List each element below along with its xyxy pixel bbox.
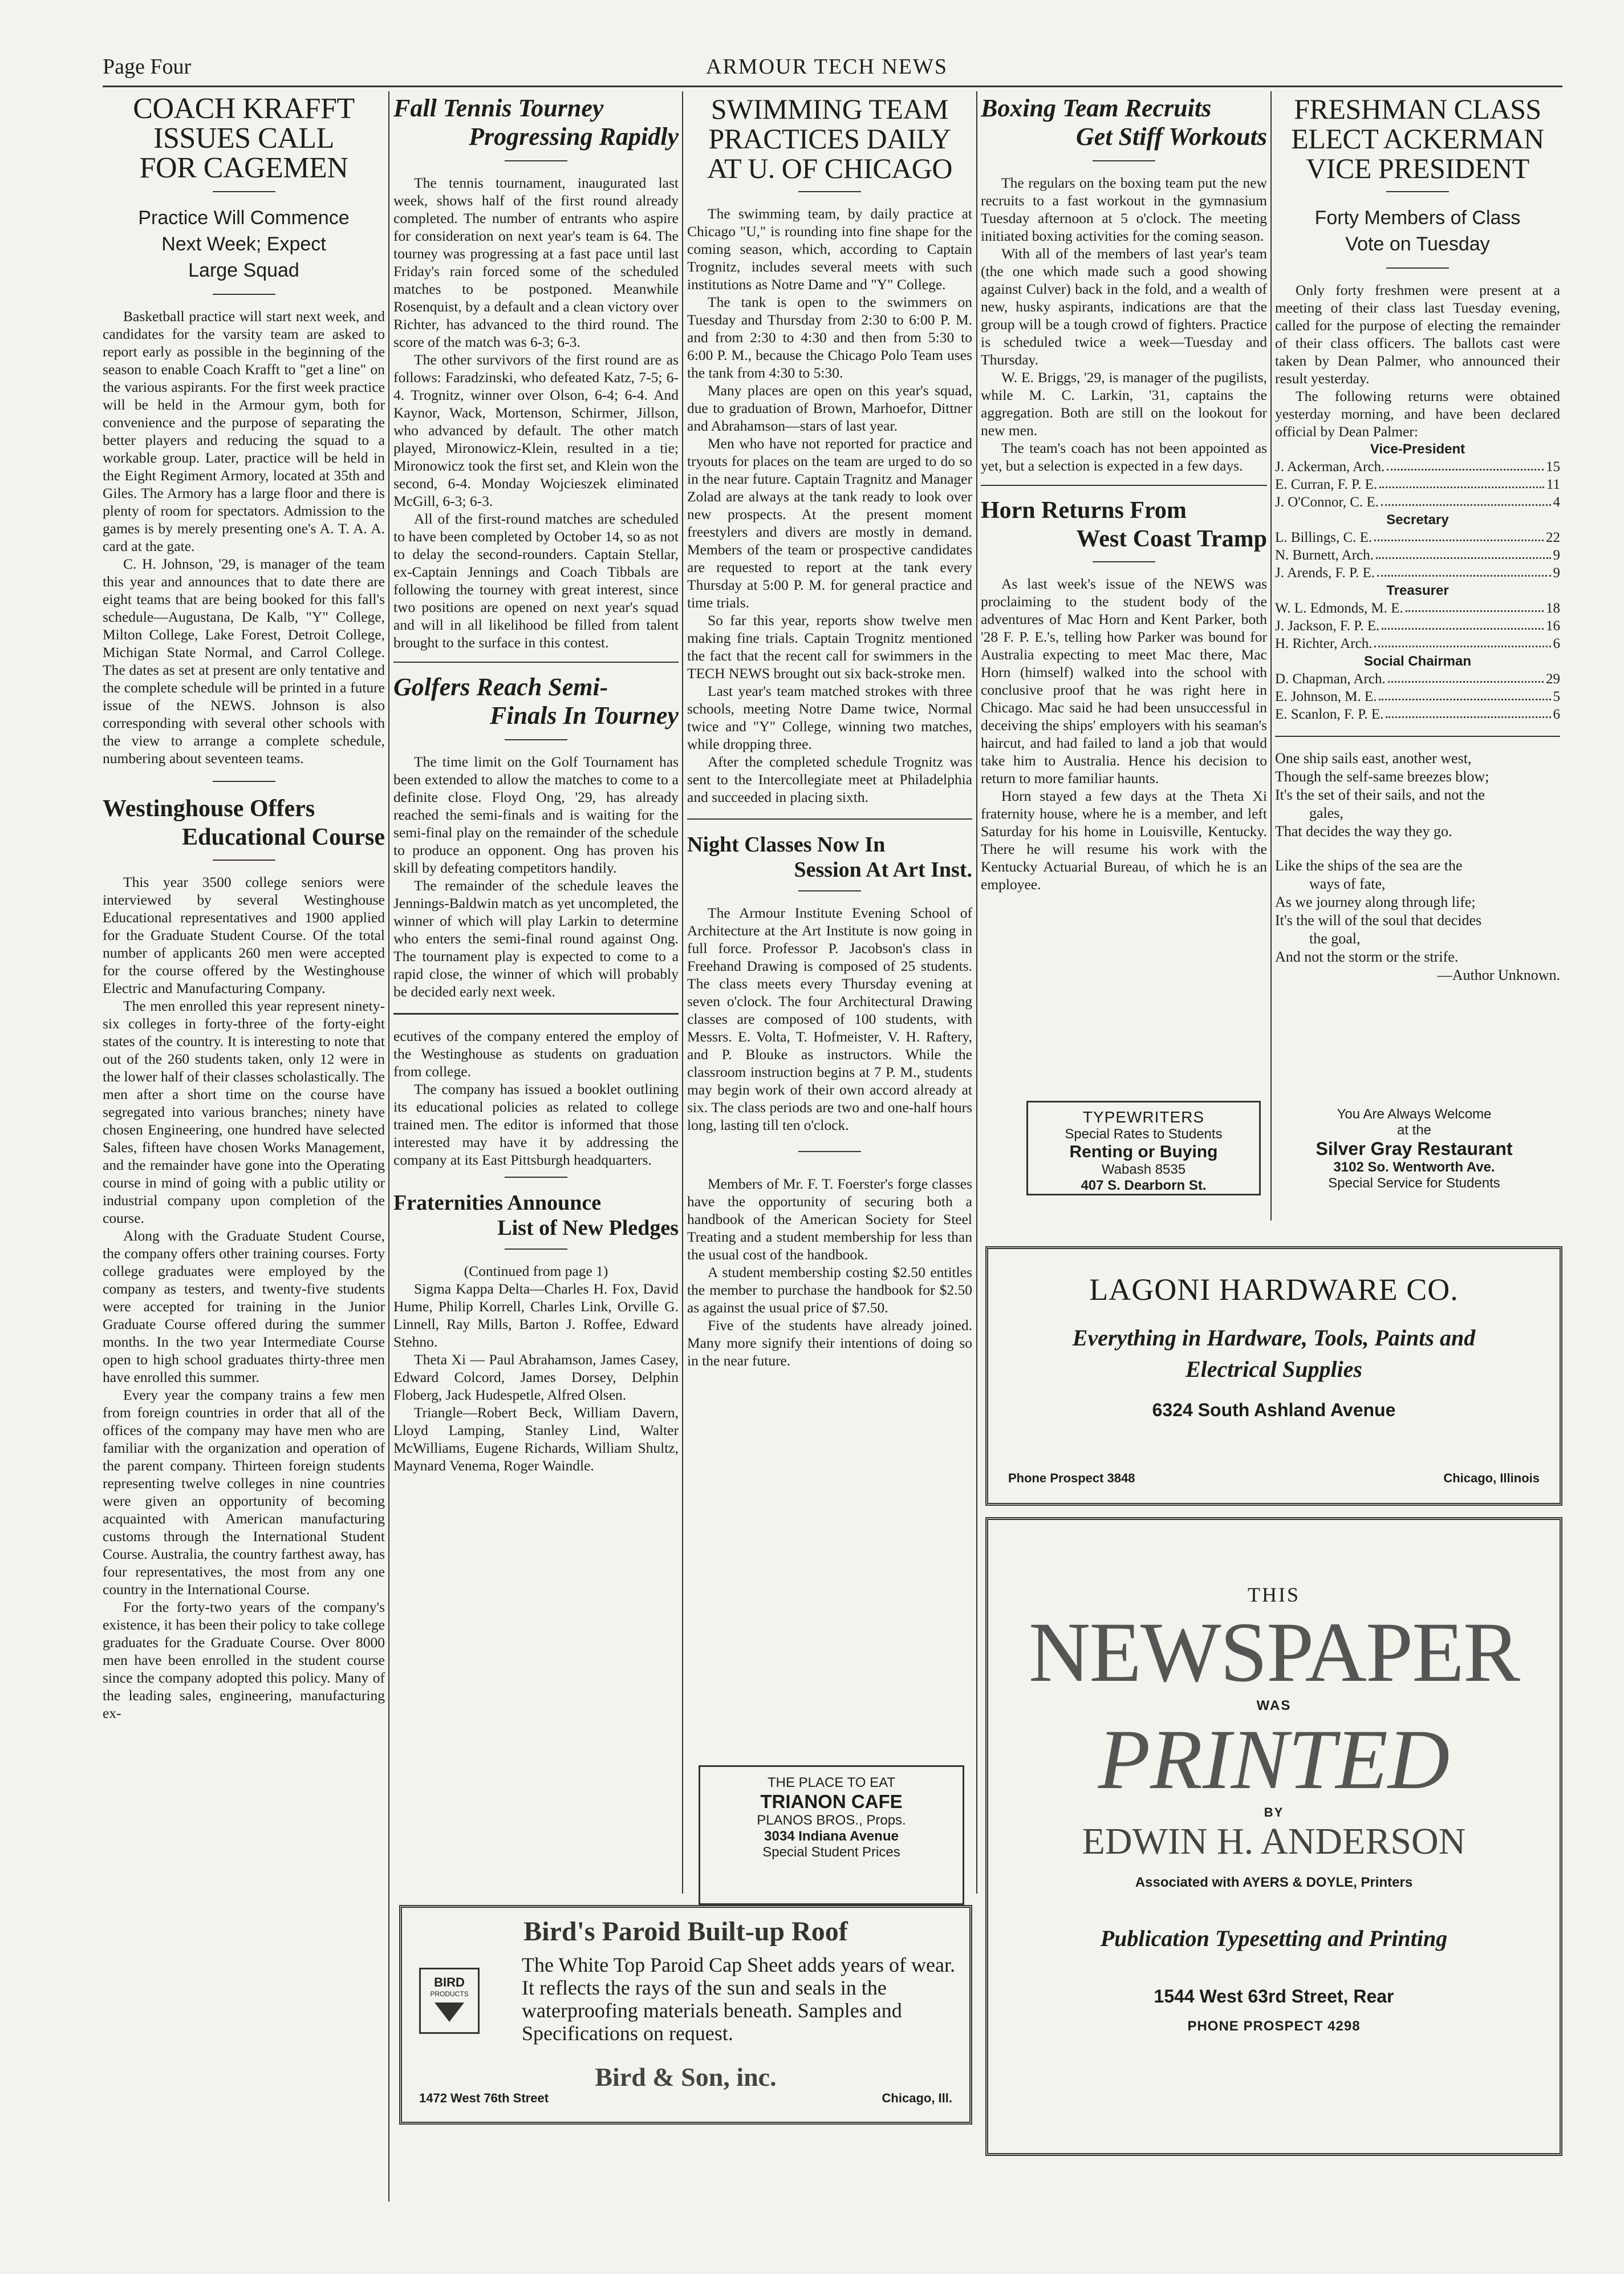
- vote-count: 6: [1553, 636, 1560, 651]
- subhead: [1275, 205, 1560, 257]
- candidate: J. Jackson, F. P. E.: [1275, 618, 1380, 634]
- column-rule: [976, 91, 977, 1894]
- poem-line: And not the storm or the strife.: [1275, 948, 1459, 965]
- headline-line: FOR CAGEMEN: [139, 152, 348, 184]
- candidate: E. Johnson, M. E.: [1275, 689, 1377, 704]
- headline-line: PRACTICES DAILY: [708, 123, 951, 155]
- paragraph: Men who have not reported for practice and tryouts for places on the team are urged to do so in the near future. Captain Tragnitz and Manager Zolad are always at the tank ready to look over new prospects. At the present moment freestylers and divers are mostly in demand. Members of the team or prospective candidates are requested to report at the tank every Thursday at 5:00 P. M. for general practice and time trials.: [687, 435, 972, 611]
- headline-line: VICE PRESIDENT: [1306, 152, 1529, 184]
- subhead: [103, 205, 385, 283]
- headline-fraternities: [393, 1190, 679, 1241]
- ad-title: NEWSPAPER: [1028, 1605, 1520, 1700]
- headline-line: Educational Course: [182, 824, 385, 850]
- column-rule: [682, 91, 683, 1894]
- divider: [1093, 561, 1155, 562]
- headline-line: Session At Art Inst.: [794, 858, 972, 882]
- ad-typewriters: [1026, 1101, 1261, 1195]
- paragraph: The time limit on the Golf Tournament has been extended to allow the matches to come to a definite close. Floyd Ong, '29, has already reached the semi-finals and is waiting for the semi-final play on the remainder of the schedule to produce an opponent. Ong has proven his skill by defeating competitors handily.: [393, 753, 679, 876]
- ad-printer: [985, 1517, 1562, 2156]
- masthead-title: ARMOUR TECH NEWS: [706, 55, 948, 79]
- paragraph: A student membership costing $2.50 entitles the member to purchase the handbook for $2.50 as against the usual price of $7.50.: [687, 1264, 972, 1316]
- paragraph: Horn stayed a few days at the Theta Xi fraternity house, where he is a member, and left Saturday for his home in Louisville, Kentucky. There he will resume his work with the Kentucky Actuarial Bureau, of which he is an employee.: [981, 788, 1267, 893]
- paragraph: C. H. Johnson, '29, is manager of the team this year and announces that to date there are eight teams that are being booked for this fall's schedule—Augustana, De Kalb, "Y" College, Milton College, Lake Forest, Detroit College, Michigan State Normal, and Carrol College. The dates as set at present are only tentative and the complete schedule will be printed in a future issue of the NEWS. Johnson is also corresponding with several other schools with the view to arrange a complete schedule, numbering about seventeen teams.: [103, 556, 385, 767]
- section-rule: [981, 485, 1267, 486]
- ad-tagline: Publication Typesetting and Printing: [1100, 1926, 1448, 1951]
- ad-phone: PHONE PROSPECT 4298: [1187, 2018, 1361, 2034]
- office-heading: Social Chairman: [1363, 654, 1472, 669]
- headline-line: List of New Pledges: [497, 1216, 679, 1240]
- vote-count: 22: [1546, 530, 1560, 545]
- ad-title: Silver Gray Restaurant: [1316, 1138, 1513, 1159]
- paragraph: Many places are open on this year's squad, due to graduation of Brown, Marhoefor, Dittner and Abrahamson—stars of last year.: [687, 382, 972, 434]
- subhead-line: Practice Will Commence: [138, 207, 350, 229]
- divider: [505, 1249, 567, 1250]
- office-heading: Treasurer: [1386, 583, 1449, 598]
- ad-address: 3034 Indiana Avenue: [764, 1829, 899, 1844]
- ad-title: Bird's Paroid Built-up Roof: [523, 1916, 848, 1947]
- vote-count: 11: [1546, 477, 1560, 492]
- divider: [505, 160, 567, 161]
- continued-note: (Continued from page 1): [464, 1263, 608, 1279]
- headline-line: Fall Tennis Tourney: [393, 94, 604, 122]
- vote-count: 9: [1553, 548, 1560, 563]
- ad-text: at the: [1396, 1122, 1432, 1138]
- vote-count: 16: [1546, 618, 1560, 634]
- paragraph: The team's coach has not been appointed as yet, but a selection is expected in a few days.: [981, 440, 1267, 474]
- ad-tagline: Electrical Supplies: [1185, 1356, 1362, 1382]
- logo-mark-icon: [435, 2003, 464, 2022]
- ad-silver-gray: [1289, 1101, 1540, 1192]
- headline-westinghouse: [103, 795, 385, 852]
- vote-count: 5: [1553, 689, 1560, 704]
- poem-line: It's the will of the soul that decides: [1275, 912, 1482, 929]
- candidate: L. Billings, C. E.: [1275, 530, 1373, 545]
- headline-line: ELECT ACKERMAN: [1291, 123, 1544, 155]
- poem-line: It's the set of their sails, and not the: [1275, 787, 1485, 803]
- result-row: [1275, 476, 1560, 493]
- divider: [505, 1177, 567, 1178]
- divider: [1093, 160, 1155, 161]
- divider: [213, 781, 275, 782]
- office-heading: Secretary: [1386, 512, 1449, 528]
- poem-stanza-break: [1275, 841, 1560, 857]
- result-row: [1275, 706, 1560, 723]
- divider: [798, 1151, 861, 1152]
- masthead-rule: [103, 86, 1562, 87]
- headline-line: Fraternities Announce: [393, 1191, 602, 1215]
- headline-horn: [981, 496, 1267, 553]
- headline-line: Progressing Rapidly: [469, 123, 679, 151]
- column-5: [1275, 94, 1560, 1109]
- vote-count: 18: [1546, 601, 1560, 616]
- headline-line: AT U. OF CHICAGO: [707, 152, 952, 184]
- headline-golfers: [393, 673, 679, 730]
- paragraph: The swimming team, by daily practice at Chicago "U," is rounding into fine shape for the coming season, which, according to Captain Trognitz, includes several meets with such institutions as Notre Dame and "Y" College.: [687, 205, 972, 293]
- paragraph: For the forty-two years of the company's existence, it has been their policy to take college graduates for the Graduate Course. Over 8000 men have been enrolled in the student course since the company adopted this policy. Many of the leading sales, engineering, manufacturing ex-: [103, 1599, 385, 1721]
- candidate: W. L. Edmonds, M. E.: [1275, 601, 1403, 616]
- poem-line: Though the self-same breezes blow;: [1275, 768, 1489, 785]
- headline-line: FRESHMAN CLASS: [1294, 94, 1541, 125]
- ad-text: Wabash 8535: [1101, 1162, 1186, 1177]
- headline-line: Horn Returns From: [981, 497, 1187, 524]
- paragraph: Last year's team matched strokes with three schools, meeting Notre Dame twice, Normal twice and "Y" College, winning two matches, while dropping three.: [687, 683, 972, 752]
- poem: [1275, 749, 1560, 984]
- paragraph: Theta Xi — Paul Abrahamson, James Casey, Edward Colcord, James Dorsey, Delphin Floberg, Jack Hudespetle, Alfred Olsen.: [393, 1351, 679, 1403]
- result-row: [1275, 529, 1560, 546]
- paragraph: Every year the company trains a few men from foreign countries in order that all of the offices of the company may have men who are familiar with the organization and operation of the parent company. Thirteen foreign students representing twelve colleges in nine countries were given an opportunity of becoming acquainted with American manufacturing customs through the International Student Course. Australia, the country farthest away, has four representatives, the most from any one country in the International Course.: [103, 1387, 385, 1598]
- paragraph: The following returns were obtained yesterday morning, and have been declared official by Dean Palmer:: [1275, 388, 1560, 440]
- section-rule: [1275, 736, 1560, 737]
- result-row: [1275, 546, 1560, 564]
- result-row: [1275, 564, 1560, 582]
- ad-printer-name: EDWIN H. ANDERSON: [1082, 1821, 1466, 1862]
- result-row: [1275, 599, 1560, 617]
- paragraph: With all of the members of last year's team (the one which made such a good showing against Culver) back in the fold, and a wealth of new, husky aspirants, indications are that the group will be a tough crowd of fighters. Practice is scheduled twice a week—Tuesday and Thursday.: [981, 245, 1267, 368]
- headline-line: SWIMMING TEAM: [710, 94, 949, 125]
- vote-count: 15: [1546, 459, 1560, 475]
- headline-line: COACH KRAFFT: [133, 94, 355, 125]
- divider: [798, 191, 861, 192]
- ad-city: Chicago, Illinois: [1443, 1471, 1540, 1485]
- result-row: [1275, 635, 1560, 652]
- paragraph: Along with the Graduate Student Course, the company offers other training courses. Forty college graduates were employed by the company as testers, and twenty-five students were accepted for training in the Junior Graduate Course offered during the summer months. In the two year Intermediate Course open to high school graduates thirty-three men have enrolled this summer.: [103, 1227, 385, 1385]
- candidate: H. Richter, Arch.: [1275, 636, 1373, 651]
- column-4: [981, 94, 1267, 1109]
- poem-line: the goal,: [1309, 930, 1361, 947]
- headline-line: West Coast Tramp: [1076, 526, 1267, 552]
- subhead-line: Large Squad: [188, 260, 299, 281]
- paragraph: After the completed schedule Trognitz was sent to the Intercollegiate meet at Philadelphia and succeeded in placing sixth.: [687, 753, 972, 805]
- ad-text: You Are Always Welcome: [1337, 1106, 1492, 1122]
- ad-tagline: Everything in Hardware, Tools, Paints and: [1072, 1325, 1476, 1351]
- paragraph: Five of the students have already joined. Many more signify their intentions of doing so in the near future.: [687, 1317, 972, 1369]
- vote-count: 4: [1553, 494, 1560, 510]
- vote-count: 6: [1553, 707, 1560, 722]
- paragraph: Only forty freshmen were present at a meeting of their class last Tuesday evening, called for the purpose of electing the remainder of their class officers. The ballots cast were taken by Dean Palmer, who announced their result yesterday.: [1275, 282, 1560, 387]
- ad-trianon-cafe: [699, 1765, 964, 1905]
- ad-text: BY: [1264, 1805, 1284, 1819]
- poem-line: gales,: [1309, 805, 1343, 821]
- poem-line: As we journey along through life;: [1275, 894, 1476, 910]
- candidate: N. Burnett, Arch.: [1275, 548, 1374, 563]
- poem-author: —Author Unknown.: [1437, 967, 1560, 983]
- paragraph: W. E. Briggs, '29, is manager of the pugilists, while M. C. Larkin, '31, captains the aggregation. Both are still on the lookout for new men.: [981, 369, 1267, 439]
- result-row: [1275, 458, 1560, 476]
- candidate: E. Curran, F. P. E.: [1275, 477, 1378, 492]
- divider: [1386, 267, 1449, 269]
- headline-freshman: [1275, 94, 1560, 183]
- candidate: E. Scanlon, F. P. E.: [1275, 707, 1384, 722]
- headline-line: Get Stiff Workouts: [1076, 123, 1267, 151]
- section-rule: [393, 662, 679, 663]
- divider: [505, 739, 567, 740]
- poem-line: That decides the way they go.: [1275, 823, 1452, 840]
- office-heading: Vice-President: [1370, 441, 1465, 457]
- paragraph: The remainder of the schedule leaves the Jennings-Baldwin match as yet uncompleted, the winner of which will play Larkin to determine who enters the semi-final round against Ong. The tournament play is expected to come to a rapid close, the winner of which will probably be decided early next week.: [393, 877, 679, 1000]
- ad-text: Special Service for Students: [1328, 1175, 1500, 1191]
- ad-text: THE PLACE TO EAT: [767, 1775, 896, 1790]
- poem-line: One ship sails east, another west,: [1275, 750, 1472, 767]
- ad-bird-paroid: [399, 1905, 972, 2125]
- ad-title: PRINTED: [1098, 1712, 1450, 1807]
- divider: [213, 294, 275, 295]
- headline-line: Golfers Reach Semi-: [393, 673, 608, 701]
- results-group: [1275, 511, 1560, 582]
- paragraph: The tennis tournament, inaugurated last week, shows half of the first round already completed. The number of entrants who aspire for consideration on next year's team is 64. The tourney was progressing at a fast pace until last Friday's rain forced some of the scheduled matches to be postponed. Meanwhile Rosenquist, by a default and a clean victory over Richter, has advanced to the third round. The score of the match was 6-3; 6-3.: [393, 175, 679, 350]
- paragraph: Basketball practice will start next week, and candidates for the varsity team are asked to report early as possible in the beginning of the season to enable Coach Krafft to "get a line" on the various aspirants. For the first week practice will be held in the Armour gym, both for convenience and the purpose of separating the better players and reducing the squad to a workable group. Later, practice will be held in the Eight Regiment Armory, located at 35th and Giles. The Armory has a large floor and there is plenty of room for spectators. Admission to the games is by merely presenting one's A. T. A. A. card at the gate.: [103, 308, 385, 554]
- ad-text: Special Rates to Students: [1065, 1126, 1223, 1142]
- paragraph: Members of Mr. F. T. Foerster's forge classes have the opportunity of securing both a handbook of the American Society for Steel Treating and a student membership for less than the usual cost of the handbook.: [687, 1175, 972, 1263]
- logo-text: PRODUCTS: [430, 1990, 469, 1998]
- paragraph: Sigma Kappa Delta—Charles H. Fox, David Hume, Philip Korrell, Charles Link, Orville G. Linnell, Ray Mills, Barton J. Roffee, Edward Stehno.: [393, 1280, 679, 1350]
- paragraph: So far this year, reports show twelve men making fine trials. Captain Trognitz mentioned the fact that the recent call for swimmers in the TECH NEWS brought out six back-stroke men.: [687, 612, 972, 682]
- ad-title: LAGONI HARDWARE CO.: [1089, 1272, 1459, 1307]
- headline-coach-krafft: [103, 94, 385, 183]
- bird-logo: [419, 1968, 480, 2034]
- masthead: [103, 54, 1551, 83]
- column-rule: [388, 91, 389, 2202]
- ad-company: Bird & Son, inc.: [595, 2062, 777, 2091]
- subhead-line: Next Week; Expect: [161, 233, 326, 255]
- paragraph: The men enrolled this year represent ninety-six colleges in forty-three of the forty-eight states of the country. It is interesting to note that out of the 260 students taken, only 12 were in the lower half of their classes scholastically. The men after a short time on the course have segregated into various branches; ninety have chosen Engineering, one hundred have selected Sales, fifteen have chosen Works Management, and the remainder have gone into the Operating course in mind of going with a public utility or industrial company upon completion of the course.: [103, 998, 385, 1226]
- headline-tennis: [393, 94, 679, 151]
- paragraph: The other survivors of the first round are as follows: Faradzinski, who defeated Katz, 7-5; 6-4. Trognitz, winner over Olson, 6-4; 6-4. And Kaynor, Wack, Mortenson, Schirmer, Jillson, who advanced by default. The other match played, Mironowicz-Klein, resulted in a tie; Mironowicz took the first set, and Klein won the second, 6-4. Monday Wojcieszek eliminated McGill, 6-3; 6-3.: [393, 351, 679, 509]
- logo-text: BIRD: [434, 1975, 465, 1989]
- page-number: Page Four: [103, 55, 192, 79]
- election-results: [1275, 440, 1560, 723]
- section-rule: [687, 818, 972, 820]
- ad-text: PLANOS BROS., Props.: [757, 1813, 906, 1828]
- vote-count: 29: [1546, 671, 1560, 687]
- ad-text: 407 S. Dearborn St.: [1081, 1178, 1207, 1193]
- headline-line: ISSUES CALL: [153, 122, 334, 155]
- vote-count: 9: [1553, 565, 1560, 581]
- ad-text: WAS: [1256, 1698, 1292, 1713]
- ad-address: 6324 South Ashland Avenue: [1152, 1400, 1396, 1420]
- result-row: [1275, 617, 1560, 635]
- ad-title: TRIANON CAFE: [760, 1791, 903, 1812]
- candidate: J. Ackerman, Arch.: [1275, 459, 1385, 475]
- candidate: J. O'Connor, C. E.: [1275, 494, 1379, 510]
- ad-city: Chicago, Ill.: [882, 2091, 952, 2105]
- divider: [1386, 191, 1449, 192]
- subhead-line: Vote on Tuesday: [1345, 233, 1490, 255]
- headline-line: Night Classes Now In: [687, 833, 886, 857]
- headline-boxing: [981, 94, 1267, 151]
- ad-title: TYPEWRITERS: [1082, 1108, 1205, 1126]
- column-3: [687, 94, 972, 1896]
- paragraph: As last week's issue of the NEWS was proclaiming to the student body of the adventures of Mac Horn and Kent Parker, both '28 F. P. E.'s, telling how Parker was bound for Australia expecting to meet Mac there, Mac Horn (himself) walked into the school with conclusive proof that he was right here in Chicago. Mac said he had been unsuccessful in deceiving the ships' employers with his seaman's haircut, and had failed to land a job that would take him to Australia. Hence his decision to return to more familiar haunts.: [981, 575, 1267, 787]
- candidate: D. Chapman, Arch.: [1275, 671, 1386, 687]
- divider: [798, 890, 861, 891]
- paragraph: All of the first-round matches are scheduled to have been completed by October 14, so as not to delay the second-rounders. Captain Stellar, ex-Captain Jennings and Coach Tibbals are following the tourney with great interest, since two positions are opened on next year's squad and will in all likelihood be filled from talent brought to the surface in this contest.: [393, 510, 679, 651]
- result-row: [1275, 670, 1560, 688]
- result-row: [1275, 493, 1560, 511]
- column-rule: [1270, 91, 1272, 1221]
- divider: [213, 860, 275, 861]
- headline-line: Westinghouse Offers: [103, 796, 315, 822]
- paragraph: The regulars on the boxing team put the new recruits to a fast workout in the gymnasium Tuesday afternoon at 5 o'clock. The meeting initiated boxing activities for the coming season.: [981, 175, 1267, 244]
- poem-line: ways of fate,: [1309, 875, 1386, 892]
- column-1: [103, 94, 385, 2204]
- poem-line: Like the ships of the sea are the: [1275, 857, 1463, 874]
- ad-address: 1544 West 63rd Street, Rear: [1154, 1986, 1394, 2007]
- column-2: [393, 94, 679, 1896]
- ad-text: 3102 So. Wentworth Ave.: [1333, 1160, 1495, 1175]
- headline-swimming: [687, 94, 972, 183]
- headline-night-classes: [687, 832, 972, 882]
- ad-text: Associated with AYERS & DOYLE, Printers: [1135, 1875, 1413, 1890]
- headline-line: Boxing Team Recruits: [981, 94, 1212, 122]
- ad-lagoni-hardware: [985, 1246, 1562, 1506]
- ad-text: THIS: [1248, 1583, 1300, 1606]
- result-row: [1275, 688, 1560, 706]
- results-group: [1275, 440, 1560, 511]
- ad-phone: Phone Prospect 3848: [1008, 1471, 1135, 1485]
- ad-text: Renting or Buying: [1069, 1142, 1218, 1161]
- results-group: [1275, 582, 1560, 652]
- candidate: J. Arends, F. P. E.: [1275, 565, 1375, 581]
- paragraph: The tank is open to the swimmers on Tuesday and Thursday from 2:30 to 6:00 P. M. and from 2:30 to 4:30 and then from 5:30 to 6:00 P. M., because the Chicago Polo Team uses the tank from 4:30 to 5:30.: [687, 294, 972, 381]
- section-rule: [393, 1013, 679, 1015]
- results-group: [1275, 652, 1560, 723]
- subhead-line: Forty Members of Class: [1314, 207, 1521, 229]
- paragraph: ecutives of the company entered the employ of the Westinghouse as students on graduation from college.: [393, 1028, 679, 1080]
- paragraph: The Armour Institute Evening School of Architecture at the Art Institute is now going in full force. Professor P. Jacobson's class in Freehand Drawing is composed of 25 students. The class meets every Thursday evening at seven o'clock. The four Architectural Drawing classes are composed of 100 students, with Messrs. E. Volta, T. Hofmeister, V. H. Raftery, and P. Blouke as instructors. While the classroom instruction begins at 7 P. M., students may begin work of their own accord already at six. The class periods are two and one-half hours long, lasting till ten o'clock.: [687, 905, 972, 1133]
- paragraph: The company has issued a booklet outlining its educational policies as related to college trained men. The editor is informed that those interested may have it by addressing the company at its East Pittsburgh headquarters.: [393, 1081, 679, 1168]
- divider: [213, 191, 275, 192]
- ad-address: 1472 West 76th Street: [419, 2091, 549, 2105]
- paragraph: This year 3500 college seniors were interviewed by several Westinghouse Educational representatives and 1900 applied for the Graduate Student Course. Of the total number of applicants 260 men were accepted for the course offered by the Westinghouse Electric and Manufacturing Company.: [103, 874, 385, 996]
- ad-text: Special Student Prices: [762, 1845, 900, 1860]
- headline-line: Finals In Tourney: [490, 702, 679, 729]
- paragraph: Triangle—Robert Beck, William Davern, Lloyd Lamping, Stanley Lind, Walter McWilliams, Eugene Richards, William Shultz, Maynard Venema, Roger Waindle.: [393, 1404, 679, 1474]
- ad-body: The White Top Paroid Cap Sheet adds years of wear. It reflects the rays of the sun and seals in the waterproofing materials beneath. Samples and Specifications on request.: [522, 1953, 955, 2045]
